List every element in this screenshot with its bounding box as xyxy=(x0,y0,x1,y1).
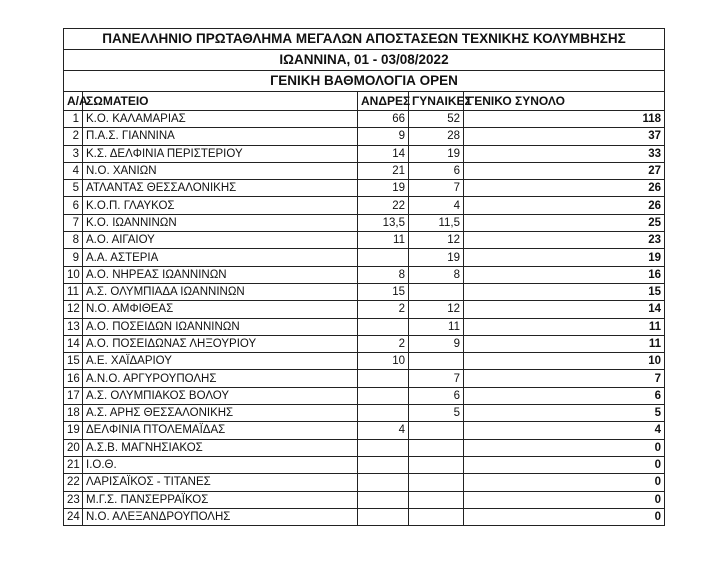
document-heading: ΓΕΝΙΚΗ ΒΑΘΜΟΛΟΓΙΑ OPEN xyxy=(64,71,665,92)
table-row xyxy=(64,318,665,335)
men-points-cell: 66 xyxy=(358,111,409,128)
women-points-cell: 52 xyxy=(409,111,464,128)
total-points-cell: 5 xyxy=(464,405,665,422)
women-points-cell: 12 xyxy=(409,301,464,318)
total-points-cell: 26 xyxy=(464,197,665,214)
document-title: ΠΑΝΕΛΛΗΝΙΟ ΠΡΩΤΑΘΛΗΜΑ ΜΕΓΑΛΩΝ ΑΠΟΣΤΑΣΕΩΝ ΤΕΧΝΙΚΗΣ ΚΟΛΥΜΒΗΣΗΣ xyxy=(64,29,665,50)
men-points-cell: 11 xyxy=(358,232,409,249)
women-points-cell xyxy=(409,353,464,370)
rank-cell: 11 xyxy=(64,283,83,300)
club-cell: Ι.Ο.Θ. xyxy=(83,456,358,473)
women-points-cell: 4 xyxy=(409,197,464,214)
men-points-cell xyxy=(358,387,409,404)
rank-cell: 14 xyxy=(64,335,83,352)
club-cell: Α.Ο. ΠΟΣΕΙΔΩΝΑΣ ΛΗΞΟΥΡΙΟΥ xyxy=(83,335,358,352)
club-cell: Κ.Ο. ΙΩΑΝΝΙΝΩΝ xyxy=(83,214,358,231)
total-points-cell: 15 xyxy=(464,283,665,300)
club-cell: Α.Ε. ΧΑΪΔΑΡΙΟΥ xyxy=(83,353,358,370)
women-points-cell: 6 xyxy=(409,387,464,404)
men-points-cell: 2 xyxy=(358,301,409,318)
table-row xyxy=(64,301,665,318)
women-points-cell: 6 xyxy=(409,162,464,179)
club-cell: Α.Σ. ΑΡΗΣ ΘΕΣΣΑΛΟΝΙΚΗΣ xyxy=(83,405,358,422)
club-cell: Μ.Γ.Σ. ΠΑΝΣΕΡΡΑΪΚΟΣ xyxy=(83,491,358,508)
men-points-cell: 10 xyxy=(358,353,409,370)
club-cell: ΑΤΛΑΝΤΑΣ ΘΕΣΣΑΛΟΝΙΚΗΣ xyxy=(83,180,358,197)
club-cell: Π.Α.Σ. ΓΙΑΝΝΙΝΑ xyxy=(83,128,358,145)
club-cell: ΛΑΡΙΣΑΪΚΟΣ - ΤΙΤΑΝΕΣ xyxy=(83,474,358,491)
table-row xyxy=(64,180,665,197)
total-points-cell: 25 xyxy=(464,214,665,231)
women-points-cell: 12 xyxy=(409,232,464,249)
club-cell: Κ.Ο. ΚΑΛΑΜΑΡΙΑΣ xyxy=(83,111,358,128)
club-cell: ΔΕΛΦΙΝΙΑ ΠΤΟΛΕΜΑΪΔΑΣ xyxy=(83,422,358,439)
total-points-cell: 7 xyxy=(464,370,665,387)
table-row xyxy=(64,387,665,404)
column-header-club: ΣΩΜΑΤΕΙΟ xyxy=(83,92,358,111)
table-row xyxy=(64,145,665,162)
table-row xyxy=(64,128,665,145)
table-row xyxy=(64,335,665,352)
column-header-men: ΑΝΔΡΕΣ xyxy=(358,92,409,111)
women-points-cell: 7 xyxy=(409,370,464,387)
table-row xyxy=(64,422,665,439)
table-row xyxy=(64,214,665,231)
table-row xyxy=(64,283,665,300)
total-points-cell: 16 xyxy=(464,266,665,283)
table-header-row xyxy=(64,92,665,111)
rank-cell: 5 xyxy=(64,180,83,197)
club-cell: Α.Σ. ΟΛΥΜΠΙΑΔΑ ΙΩΑΝΝΙΝΩΝ xyxy=(83,283,358,300)
rank-cell: 17 xyxy=(64,387,83,404)
club-cell: Α.Ο. ΝΗΡΕΑΣ ΙΩΑΝΝΙΝΩΝ xyxy=(83,266,358,283)
total-points-cell: 0 xyxy=(464,456,665,473)
club-cell: Ν.Ο. ΧΑΝΙΩΝ xyxy=(83,162,358,179)
club-cell: Α.Ο. ΠΟΣΕΙΔΩΝ ΙΩΑΝΝΙΝΩΝ xyxy=(83,318,358,335)
women-points-cell: 8 xyxy=(409,266,464,283)
rank-cell: 15 xyxy=(64,353,83,370)
men-points-cell xyxy=(358,474,409,491)
women-points-cell: 19 xyxy=(409,145,464,162)
table-row xyxy=(64,162,665,179)
total-points-cell: 0 xyxy=(464,439,665,456)
total-points-cell: 11 xyxy=(464,335,665,352)
club-cell: Ν.Ο. ΑΜΦΙΘΕΑΣ xyxy=(83,301,358,318)
men-points-cell xyxy=(358,249,409,266)
men-points-cell xyxy=(358,405,409,422)
table-row xyxy=(64,249,665,266)
men-points-cell xyxy=(358,439,409,456)
club-cell: Α.Σ. ΟΛΥΜΠΙΑΚΟΣ ΒΟΛΟΥ xyxy=(83,387,358,404)
total-points-cell: 26 xyxy=(464,180,665,197)
women-points-cell xyxy=(409,439,464,456)
women-points-cell: 28 xyxy=(409,128,464,145)
men-points-cell xyxy=(358,491,409,508)
total-points-cell: 4 xyxy=(464,422,665,439)
women-points-cell xyxy=(409,474,464,491)
rank-cell: 20 xyxy=(64,439,83,456)
table-row xyxy=(64,491,665,508)
men-points-cell: 4 xyxy=(358,422,409,439)
men-points-cell: 15 xyxy=(358,283,409,300)
rank-cell: 10 xyxy=(64,266,83,283)
table-row xyxy=(64,111,665,128)
rank-cell: 3 xyxy=(64,145,83,162)
club-cell: Α.Ν.Ο. ΑΡΓΥΡΟΥΠΟΛΗΣ xyxy=(83,370,358,387)
table-row xyxy=(64,508,665,525)
total-points-cell: 23 xyxy=(464,232,665,249)
column-header-total: ΓΕΝΙΚΟ ΣΥΝΟΛΟ xyxy=(464,92,665,111)
club-cell: Α.Σ.Β. ΜΑΓΝΗΣΙΑΚΟΣ xyxy=(83,439,358,456)
men-points-cell: 13,5 xyxy=(358,214,409,231)
men-points-cell xyxy=(358,508,409,525)
men-points-cell xyxy=(358,318,409,335)
rank-cell: 6 xyxy=(64,197,83,214)
rank-cell: 4 xyxy=(64,162,83,179)
women-points-cell xyxy=(409,283,464,300)
rank-cell: 2 xyxy=(64,128,83,145)
rank-cell: 12 xyxy=(64,301,83,318)
club-cell: Ν.Ο. ΑΛΕΞΑΝΔΡΟΥΠΟΛΗΣ xyxy=(83,508,358,525)
rank-cell: 19 xyxy=(64,422,83,439)
women-points-cell: 5 xyxy=(409,405,464,422)
rank-cell: 8 xyxy=(64,232,83,249)
total-points-cell: 33 xyxy=(464,145,665,162)
rank-cell: 1 xyxy=(64,111,83,128)
total-points-cell: 14 xyxy=(464,301,665,318)
rank-cell: 21 xyxy=(64,456,83,473)
women-points-cell: 11 xyxy=(409,318,464,335)
men-points-cell: 9 xyxy=(358,128,409,145)
table-row xyxy=(64,456,665,473)
men-points-cell xyxy=(358,456,409,473)
men-points-cell: 19 xyxy=(358,180,409,197)
rank-cell: 7 xyxy=(64,214,83,231)
club-cell: Α.Ο. ΑΙΓΑΙΟΥ xyxy=(83,232,358,249)
table-row xyxy=(64,266,665,283)
rank-cell: 23 xyxy=(64,491,83,508)
men-points-cell: 14 xyxy=(358,145,409,162)
women-points-cell xyxy=(409,422,464,439)
rank-cell: 9 xyxy=(64,249,83,266)
total-points-cell: 11 xyxy=(464,318,665,335)
men-points-cell xyxy=(358,370,409,387)
men-points-cell: 22 xyxy=(358,197,409,214)
women-points-cell: 7 xyxy=(409,180,464,197)
women-points-cell: 19 xyxy=(409,249,464,266)
column-header-women: ΓΥΝΑΙΚΕΣ xyxy=(409,92,464,111)
total-points-cell: 10 xyxy=(464,353,665,370)
table-row xyxy=(64,197,665,214)
document-subtitle: ΙΩΑΝΝΙΝΑ, 01 - 03/08/2022 xyxy=(64,50,665,71)
total-points-cell: 0 xyxy=(464,491,665,508)
rank-cell: 24 xyxy=(64,508,83,525)
men-points-cell: 8 xyxy=(358,266,409,283)
rank-cell: 13 xyxy=(64,318,83,335)
table-row xyxy=(64,370,665,387)
women-points-cell xyxy=(409,508,464,525)
total-points-cell: 0 xyxy=(464,508,665,525)
total-points-cell: 6 xyxy=(464,387,665,404)
rank-cell: 16 xyxy=(64,370,83,387)
table-row xyxy=(64,405,665,422)
table-row xyxy=(64,353,665,370)
club-cell: Α.Α. ΑΣΤΕΡΙΑ xyxy=(83,249,358,266)
total-points-cell: 37 xyxy=(464,128,665,145)
club-cell: Κ.Σ. ΔΕΛΦΙΝΙΑ ΠΕΡΙΣΤΕΡΙΟΥ xyxy=(83,145,358,162)
women-points-cell xyxy=(409,491,464,508)
standings-table xyxy=(63,28,665,526)
total-points-cell: 27 xyxy=(464,162,665,179)
total-points-cell: 0 xyxy=(464,474,665,491)
women-points-cell xyxy=(409,456,464,473)
column-header-aa: Α/Α xyxy=(64,92,83,111)
men-points-cell: 2 xyxy=(358,335,409,352)
women-points-cell: 9 xyxy=(409,335,464,352)
table-row xyxy=(64,439,665,456)
total-points-cell: 118 xyxy=(464,111,665,128)
rank-cell: 18 xyxy=(64,405,83,422)
rank-cell: 22 xyxy=(64,474,83,491)
table-row xyxy=(64,474,665,491)
total-points-cell: 19 xyxy=(464,249,665,266)
table-row xyxy=(64,232,665,249)
club-cell: Κ.Ο.Π. ΓΛΑΥΚΟΣ xyxy=(83,197,358,214)
men-points-cell: 21 xyxy=(358,162,409,179)
women-points-cell: 11,5 xyxy=(409,214,464,231)
